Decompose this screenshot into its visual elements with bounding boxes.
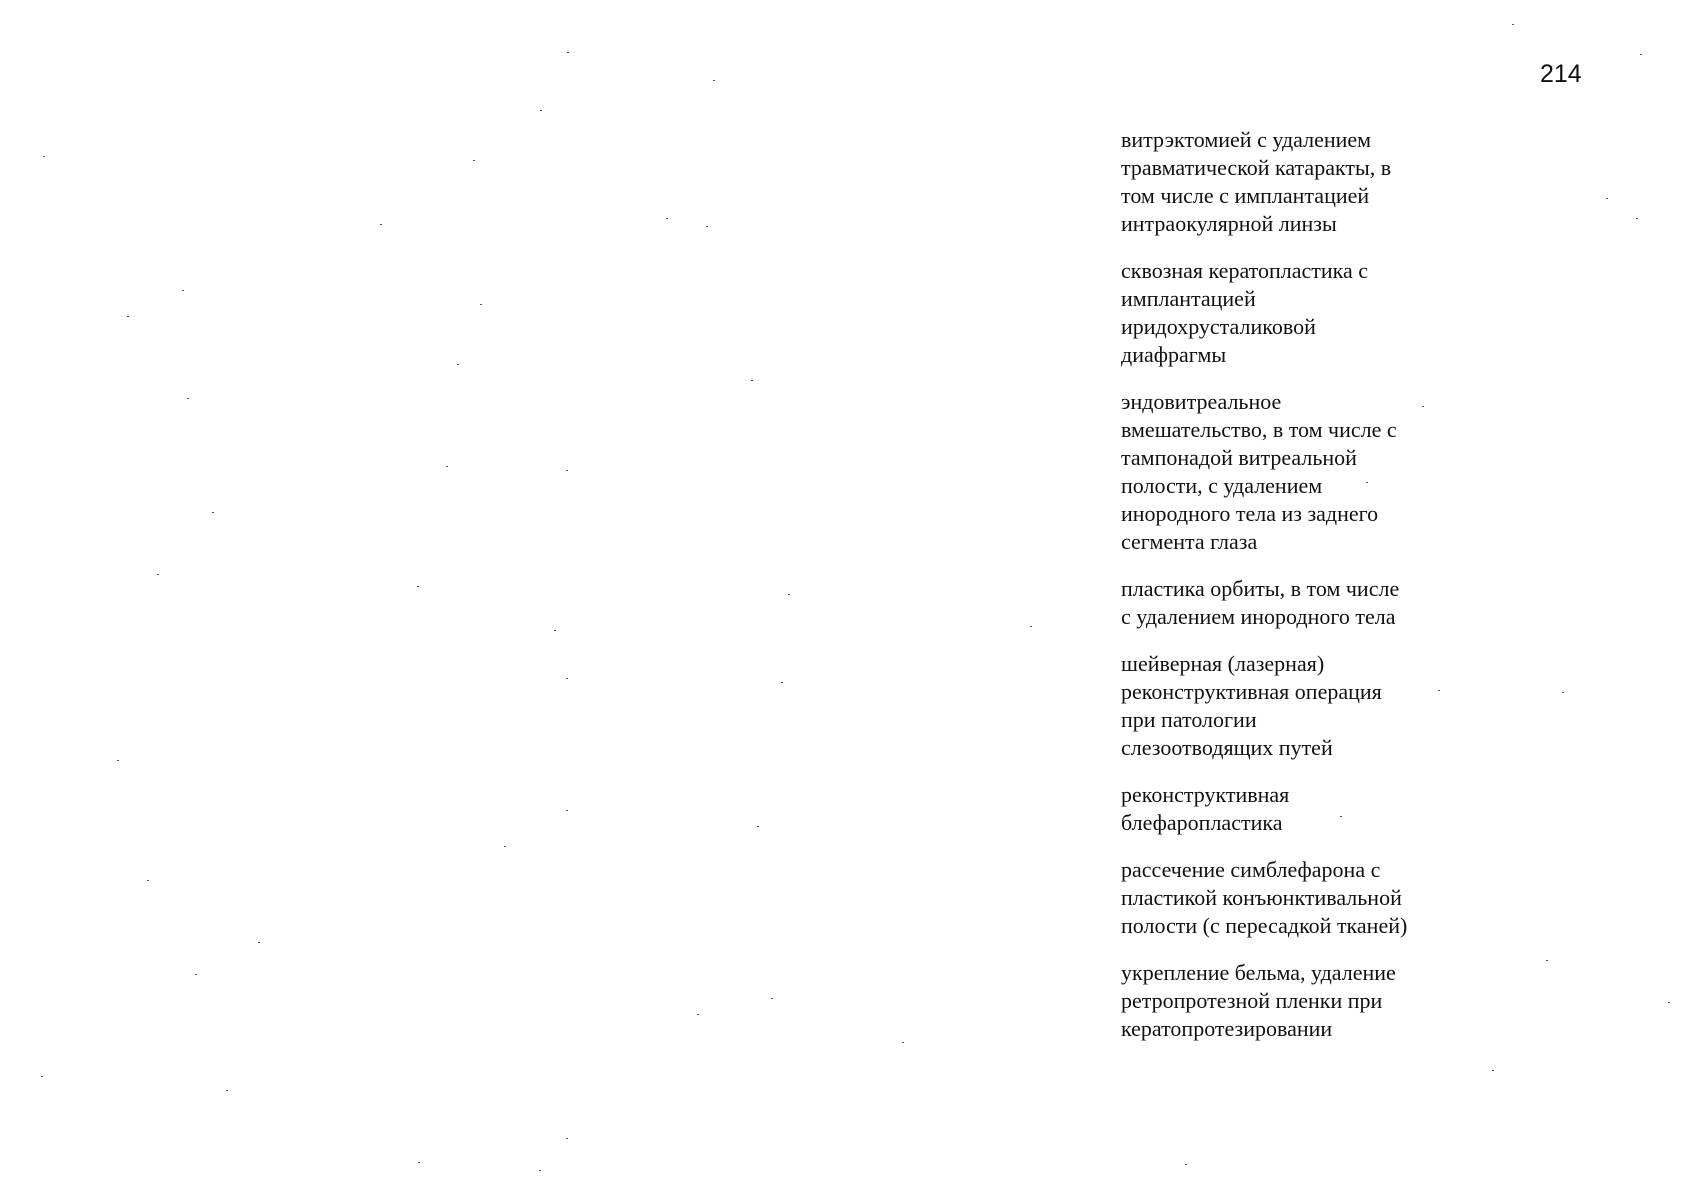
scan-speck bbox=[788, 594, 790, 595]
scan-speck bbox=[258, 942, 260, 943]
scan-speck bbox=[706, 226, 708, 227]
scan-speck bbox=[539, 1170, 541, 1171]
scan-speck bbox=[480, 304, 482, 305]
procedure-entry: эндовитреальное вмешательство, в том числе с тампонадой витреальной полости, с удалением инородного тела из заднего сегмента глаза bbox=[1121, 389, 1397, 554]
scan-speck bbox=[1636, 218, 1638, 219]
scan-speck bbox=[666, 218, 668, 219]
scan-speck bbox=[1422, 406, 1424, 407]
scan-speck bbox=[1185, 1164, 1187, 1165]
procedure-entry: рассечение симблефарона с пластикой конъюнктивальной полости (с пересадкой тканей) bbox=[1121, 857, 1408, 938]
scan-speck bbox=[457, 364, 459, 365]
scan-speck bbox=[1030, 626, 1032, 627]
scan-speck bbox=[1546, 960, 1548, 961]
scan-speck bbox=[566, 810, 568, 811]
scan-speck bbox=[127, 316, 129, 317]
page-number: 214 bbox=[1540, 60, 1582, 88]
scan-speck bbox=[446, 466, 448, 467]
procedure-entry: сквозная кератопластика с имплантацией иридохрусталиковой диафрагмы bbox=[1121, 258, 1369, 367]
scan-speck bbox=[554, 630, 556, 631]
scan-speck bbox=[1438, 690, 1440, 691]
scan-speck bbox=[751, 380, 753, 381]
procedure-entry: реконструктивная блефаропластика bbox=[1121, 782, 1290, 835]
scan-speck bbox=[902, 1042, 904, 1043]
scan-speck bbox=[567, 52, 569, 53]
scan-speck bbox=[147, 880, 149, 881]
scan-speck bbox=[540, 110, 542, 111]
scan-speck bbox=[771, 998, 773, 999]
scan-speck bbox=[157, 574, 159, 575]
scan-speck bbox=[566, 1138, 568, 1139]
scan-speck bbox=[417, 586, 419, 587]
scan-speck bbox=[1606, 198, 1608, 199]
scan-speck bbox=[1340, 816, 1342, 817]
scan-speck bbox=[212, 512, 214, 513]
scan-speck bbox=[473, 160, 475, 161]
scan-speck bbox=[1668, 1002, 1670, 1003]
scan-speck bbox=[418, 1162, 420, 1163]
scan-speck bbox=[1562, 692, 1564, 693]
scan-speck bbox=[697, 1014, 699, 1015]
scan-speck bbox=[757, 826, 759, 827]
scan-speck bbox=[1366, 482, 1368, 483]
scan-speck bbox=[117, 760, 119, 761]
scan-speck bbox=[182, 290, 184, 291]
scan-speck bbox=[781, 682, 783, 683]
procedure-entry: шейверная (лазерная) реконструктивная операция при патологии слезоотводящих путей bbox=[1121, 651, 1382, 760]
scan-speck bbox=[187, 398, 189, 399]
scan-speck bbox=[1492, 1070, 1494, 1071]
procedure-list bbox=[1121, 126, 1451, 1062]
scan-speck bbox=[380, 224, 382, 225]
procedure-entry: витрэктомией с удалением травматической катаракты, в том числе с имплантацией интраокулярной линзы bbox=[1121, 127, 1392, 236]
scan-speck bbox=[226, 1090, 228, 1091]
scan-speck bbox=[504, 846, 506, 847]
scan-speck bbox=[43, 156, 45, 157]
procedure-entry: пластика орбиты, в том числе с удалением инородного тела bbox=[1121, 576, 1400, 629]
procedure-entry: укрепление бельма, удаление ретропротезной пленки при кератопротезировании bbox=[1121, 960, 1396, 1041]
scan-speck bbox=[1512, 24, 1514, 25]
scan-speck bbox=[41, 1076, 43, 1077]
scan-speck bbox=[1640, 54, 1642, 55]
scan-speck bbox=[713, 80, 715, 81]
scan-speck bbox=[566, 678, 568, 679]
scan-speck bbox=[566, 470, 568, 471]
scan-speck bbox=[195, 974, 197, 975]
